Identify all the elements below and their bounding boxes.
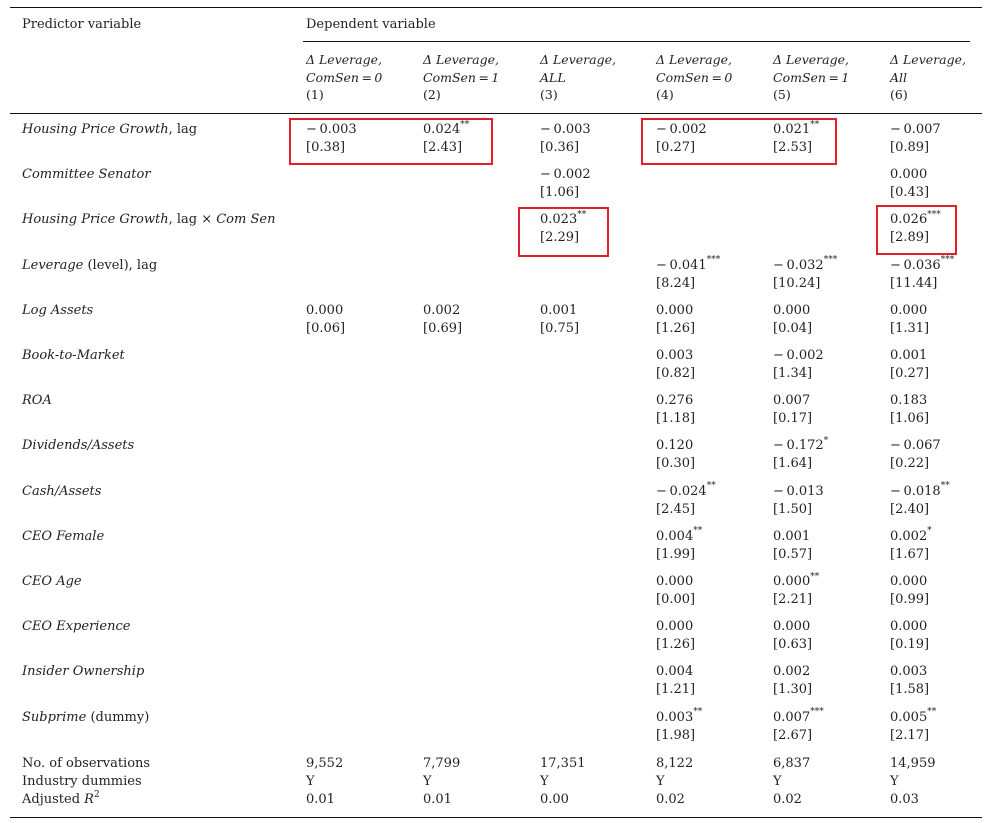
coef-value: 0.005 [890, 709, 928, 725]
footer-label-text: Industry dummies [22, 774, 142, 789]
row-label [22, 302, 93, 320]
column-header-number: (6) [890, 87, 908, 102]
t-stat: [0.04] [773, 320, 813, 336]
coef-value: 0.003 [656, 709, 694, 725]
significance-stars: ** [810, 119, 820, 130]
coef-cell [773, 483, 824, 519]
coef-cell [890, 257, 954, 293]
coef-value: − 0.013 [773, 483, 824, 499]
coef-value: 0.007 [773, 393, 811, 409]
footer-value: 0.02 [656, 792, 685, 807]
coef-value: − 0.036 [890, 257, 941, 273]
row-label-rest: (dummy) [86, 709, 150, 725]
coefficient [773, 302, 812, 320]
coef-value: − 0.003 [540, 122, 591, 137]
coefficient [656, 528, 702, 546]
footer-label [22, 773, 142, 791]
t-stat: [0.57] [773, 546, 813, 562]
footer-value: 0.03 [890, 792, 919, 807]
t-stat: [1.06] [540, 185, 580, 201]
significance-stars: ** [693, 526, 703, 537]
t-stat: [2.29] [540, 230, 580, 246]
t-stat: [1.99] [656, 546, 696, 562]
row-label-italic: Dividends/Assets [22, 438, 135, 454]
column-header-line2: ALL [540, 69, 566, 85]
coefficient [306, 302, 345, 320]
coef-value: 0.021 [773, 122, 811, 137]
t-stat: [0.27] [890, 366, 930, 381]
t-stat: [0.69] [423, 320, 463, 336]
t-stat: [2.45] [656, 501, 696, 517]
coef-cell [890, 618, 929, 654]
coef-cell [890, 392, 929, 428]
coef-value: 0.000 [890, 302, 928, 318]
row-label-italic: Committee Senator [22, 167, 151, 183]
coef-cell [773, 573, 819, 609]
column-header-line2: ComSen = 0 [306, 69, 383, 85]
coef-cell [773, 347, 824, 383]
coef-cell [656, 573, 695, 609]
coef-cell [540, 121, 591, 157]
t-stat: [0.38] [306, 140, 346, 155]
row-label [22, 528, 104, 546]
coef-cell [773, 392, 812, 428]
row-label [22, 709, 149, 727]
coefficient [890, 302, 929, 320]
coef-value: − 0.003 [306, 122, 357, 137]
coef-value: 0.001 [890, 348, 928, 363]
footer-value: Y [773, 774, 782, 789]
coefficient [423, 302, 462, 320]
column-header-5 [773, 51, 849, 104]
coef-value: 0.004 [656, 664, 694, 680]
coef-cell [773, 257, 837, 293]
row-label-rest: , lag × [168, 212, 217, 228]
column-header-number: (2) [423, 87, 441, 102]
t-stat: [1.64] [773, 456, 813, 472]
coef-value: 0.000 [890, 167, 928, 183]
coefficient [656, 573, 695, 591]
coefficient [773, 483, 824, 501]
coefficient [540, 121, 591, 139]
t-stat: [1.31] [890, 320, 930, 336]
row-label-italic: Leverage [22, 257, 84, 273]
coef-cell [773, 302, 812, 338]
r-squared-exponent: 2 [93, 789, 100, 800]
coefficient [890, 347, 929, 365]
coef-value: 0.120 [656, 438, 694, 454]
t-stat: [0.43] [890, 185, 930, 201]
t-stat: [2.17] [890, 727, 930, 743]
t-stat: [0.22] [890, 456, 930, 472]
coef-value: 0.000 [306, 302, 344, 318]
coef-value: 0.000 [656, 574, 694, 589]
footer-value: Y [890, 774, 899, 789]
coefficient [773, 392, 812, 410]
column-header-line1: Δ Leverage, [423, 52, 499, 67]
t-stat: [0.17] [773, 411, 813, 427]
footer-value: Y [306, 774, 315, 789]
row-label-italic: CEO Age [22, 574, 82, 589]
t-stat: [1.98] [656, 727, 696, 743]
column-header-3 [540, 51, 616, 104]
footer-value: 17,351 [540, 756, 586, 771]
row-label [22, 392, 52, 410]
bottom-rule [10, 817, 982, 818]
coef-cell [890, 663, 929, 699]
t-stat: [0.06] [306, 320, 346, 336]
significance-stars: ** [460, 119, 470, 130]
row-label-italic: Cash/Assets [22, 483, 102, 499]
footer-value: 7,799 [423, 756, 461, 771]
coef-cell [540, 302, 579, 338]
coef-value: − 0.018 [890, 483, 941, 499]
t-stat: [1.26] [656, 637, 696, 653]
row-label-rest: , lag [168, 122, 198, 137]
footer-label-text: Adjusted [22, 792, 85, 807]
t-stat: [8.24] [656, 275, 696, 291]
significance-stars: ** [810, 571, 820, 582]
top-rule [10, 7, 982, 8]
footer-label [22, 755, 150, 773]
coef-value: 0.026 [890, 212, 928, 228]
coef-value: − 0.067 [890, 438, 941, 454]
footer-value: 0.02 [773, 792, 802, 807]
coef-cell [773, 618, 812, 654]
coefficient [890, 257, 954, 275]
coefficient [890, 121, 941, 139]
footer-value: 0.00 [540, 792, 569, 807]
coef-value: − 0.024 [656, 483, 707, 499]
coefficient [890, 437, 941, 455]
coef-value: 0.000 [773, 619, 811, 635]
row-label-italic-2: Com Sen [216, 212, 276, 228]
footer-value: 0.01 [423, 792, 452, 807]
t-stat: [0.75] [540, 320, 580, 336]
coef-value: 0.001 [773, 528, 811, 544]
coef-cell [890, 302, 929, 338]
coef-value: 0.000 [890, 574, 928, 589]
coefficient [890, 392, 929, 410]
coef-value: − 0.007 [890, 122, 941, 137]
coef-cell [306, 302, 345, 338]
coef-cell [540, 166, 591, 202]
coefficient [773, 528, 812, 546]
highlight-box-hpg-1-2 [289, 118, 493, 165]
coef-value: − 0.002 [656, 122, 707, 137]
column-header-line2: ComSen = 0 [656, 69, 733, 85]
footer-value: Y [540, 774, 549, 789]
coef-value: 0.183 [890, 393, 928, 409]
t-stat: [0.63] [773, 637, 813, 653]
coef-cell [890, 483, 950, 519]
coef-value: 0.000 [773, 574, 811, 589]
coefficient [656, 437, 695, 455]
row-label [22, 166, 151, 184]
coef-value: − 0.002 [773, 348, 824, 363]
column-header-number: (3) [540, 87, 558, 102]
t-stat: [0.19] [890, 637, 930, 653]
significance-stars: * [927, 526, 932, 537]
coef-cell [890, 437, 941, 473]
row-label [22, 211, 275, 229]
coef-cell [890, 121, 941, 157]
coefficient [656, 483, 716, 501]
column-header-2 [423, 51, 499, 104]
coefficient [773, 618, 812, 636]
t-stat: [1.06] [890, 411, 930, 427]
coef-value: − 0.002 [540, 167, 591, 183]
coefficient [773, 437, 828, 455]
row-label-italic: CEO Female [22, 528, 105, 544]
significance-stars: ** [693, 707, 703, 718]
coef-value: 0.024 [423, 122, 461, 137]
coef-value: 0.002 [423, 302, 461, 318]
column-header-number: (4) [656, 87, 674, 102]
coef-value: 0.000 [890, 619, 928, 635]
footer-value: 9,552 [306, 756, 344, 771]
row-label [22, 347, 125, 365]
column-header-line1: Δ Leverage, [890, 52, 966, 67]
coef-cell [656, 302, 695, 338]
footer-value: 14,959 [890, 756, 936, 771]
coefficient [773, 663, 812, 681]
coefficient [890, 166, 929, 184]
t-stat: [1.21] [656, 682, 696, 698]
coefficient [540, 302, 579, 320]
significance-stars: *** [810, 707, 824, 718]
row-label-italic: Insider Ownership [22, 664, 145, 680]
coef-value: 0.276 [656, 393, 694, 409]
coefficient [890, 663, 929, 681]
t-stat: [2.21] [773, 592, 813, 607]
coef-value: 0.002 [890, 528, 928, 544]
t-stat: [2.40] [890, 501, 930, 517]
row-label-italic: ROA [22, 393, 52, 409]
t-stat: [0.36] [540, 140, 580, 155]
t-stat: [11.44] [890, 275, 938, 291]
row-label-italic: Log Assets [22, 302, 94, 318]
t-stat: [2.67] [773, 727, 813, 743]
footer-value: 0.01 [306, 792, 335, 807]
t-stat: [1.18] [656, 411, 696, 427]
footer-value: 8,122 [656, 756, 694, 771]
footer-label-text: No. of observations [22, 756, 151, 771]
coef-value: 0.001 [540, 302, 578, 318]
column-header-line2: ComSen = 1 [423, 69, 500, 85]
t-stat: [0.00] [656, 592, 696, 607]
highlight-box-hpg-4-5 [641, 118, 837, 165]
row-label [22, 121, 197, 139]
coef-cell [656, 618, 695, 654]
coef-cell [890, 347, 929, 383]
significance-stars: *** [940, 255, 955, 266]
coefficient [656, 302, 695, 320]
header-rule [10, 113, 982, 114]
highlight-box-interaction-6 [876, 205, 957, 255]
significance-stars: *** [927, 210, 941, 221]
coef-value: 0.003 [656, 348, 694, 363]
coefficient [656, 257, 720, 275]
coefficient [656, 709, 702, 727]
column-header-6 [890, 51, 966, 104]
significance-stars: *** [823, 255, 838, 266]
significance-stars: ** [927, 707, 937, 718]
coefficient [656, 618, 695, 636]
t-stat: [2.89] [890, 230, 930, 246]
significance-stars: ** [706, 481, 716, 492]
coef-cell [423, 302, 462, 338]
coef-cell [890, 573, 929, 609]
coefficient [890, 573, 929, 591]
row-label [22, 257, 157, 275]
footer-value: 6,837 [773, 756, 811, 771]
t-stat: [10.24] [773, 275, 821, 291]
column-header-line1: Δ Leverage, [773, 52, 849, 67]
t-stat: [1.58] [890, 682, 930, 698]
coef-value: − 0.032 [773, 257, 824, 273]
coef-value: − 0.041 [656, 257, 707, 273]
coef-value: 0.004 [656, 528, 694, 544]
coefficient [773, 573, 819, 591]
coefficient [540, 166, 591, 184]
t-stat: [1.34] [773, 366, 813, 381]
dependent-label: Dependent variable [306, 17, 436, 32]
column-header-line2: ComSen = 1 [773, 69, 850, 85]
coef-value: − 0.172 [773, 438, 824, 454]
column-header-line1: Δ Leverage, [540, 52, 616, 67]
t-stat: [0.30] [656, 456, 696, 472]
coef-cell [656, 528, 702, 564]
t-stat: [0.99] [890, 592, 930, 607]
significance-stars: ** [940, 481, 950, 492]
coefficient [773, 257, 837, 275]
row-label-italic: Housing Price Growth [22, 122, 169, 137]
coef-value: 0.000 [773, 302, 811, 318]
footer-value: Y [656, 774, 665, 789]
footer-value: Y [423, 774, 432, 789]
row-label-italic: Housing Price Growth [22, 212, 169, 228]
row-label [22, 437, 134, 455]
footer-label [22, 791, 100, 809]
coef-value: 0.002 [773, 664, 811, 680]
coefficient [773, 347, 824, 365]
t-stat: [0.82] [656, 366, 696, 381]
column-header-line1: Δ Leverage, [306, 52, 382, 67]
coef-cell [656, 347, 695, 383]
dependent-underline [303, 41, 970, 42]
row-label [22, 573, 82, 591]
column-header-1 [306, 51, 382, 104]
coef-cell [656, 709, 702, 745]
row-label [22, 618, 130, 636]
t-stat: [0.89] [890, 140, 930, 155]
coefficient [890, 709, 936, 727]
column-header-number: (5) [773, 87, 791, 102]
t-stat: [1.50] [773, 501, 813, 517]
coef-cell [890, 709, 936, 745]
column-header-number: (1) [306, 87, 324, 102]
t-stat: [1.30] [773, 682, 813, 698]
r-squared-symbol: R [84, 792, 94, 807]
t-stat: [2.53] [773, 140, 813, 155]
coefficient [890, 528, 932, 546]
significance-stars: ** [577, 210, 587, 221]
t-stat: [2.43] [423, 140, 463, 155]
coef-cell [656, 257, 720, 293]
coef-cell [890, 528, 932, 564]
predictor-label: Predictor variable [22, 17, 142, 32]
coef-cell [656, 483, 716, 519]
t-stat: [1.67] [890, 546, 930, 562]
coef-cell [773, 709, 824, 745]
coef-value: 0.000 [656, 619, 694, 635]
significance-stars: *** [706, 255, 721, 266]
coefficient [656, 663, 695, 681]
coef-cell [656, 663, 695, 699]
coef-cell [773, 528, 812, 564]
row-label [22, 663, 144, 681]
coef-cell [656, 392, 695, 428]
coefficient [890, 483, 950, 501]
row-label-italic: Book-to-Market [22, 348, 125, 363]
coef-cell [773, 663, 812, 699]
coef-value: 0.023 [540, 212, 578, 228]
column-header-line2: All [890, 69, 908, 85]
row-label-rest: (level), lag [83, 257, 158, 273]
coefficient [773, 709, 824, 727]
coef-value: 0.003 [890, 664, 928, 680]
row-label-italic: CEO Experience [22, 619, 131, 635]
t-stat: [0.27] [656, 140, 696, 155]
row-label [22, 483, 101, 501]
coef-cell [890, 166, 929, 202]
column-header-4 [656, 51, 732, 104]
row-label-italic: Subprime [22, 709, 87, 725]
coefficient [890, 618, 929, 636]
coef-value: 0.000 [656, 302, 694, 318]
coefficient [656, 347, 695, 365]
coef-cell [773, 437, 828, 473]
t-stat: [1.26] [656, 320, 696, 336]
coef-cell [656, 437, 695, 473]
coefficient [656, 392, 695, 410]
highlight-box-interaction-3 [518, 207, 609, 257]
coef-value: 0.007 [773, 709, 811, 725]
significance-stars: * [823, 436, 829, 447]
column-header-line1: Δ Leverage, [656, 52, 732, 67]
